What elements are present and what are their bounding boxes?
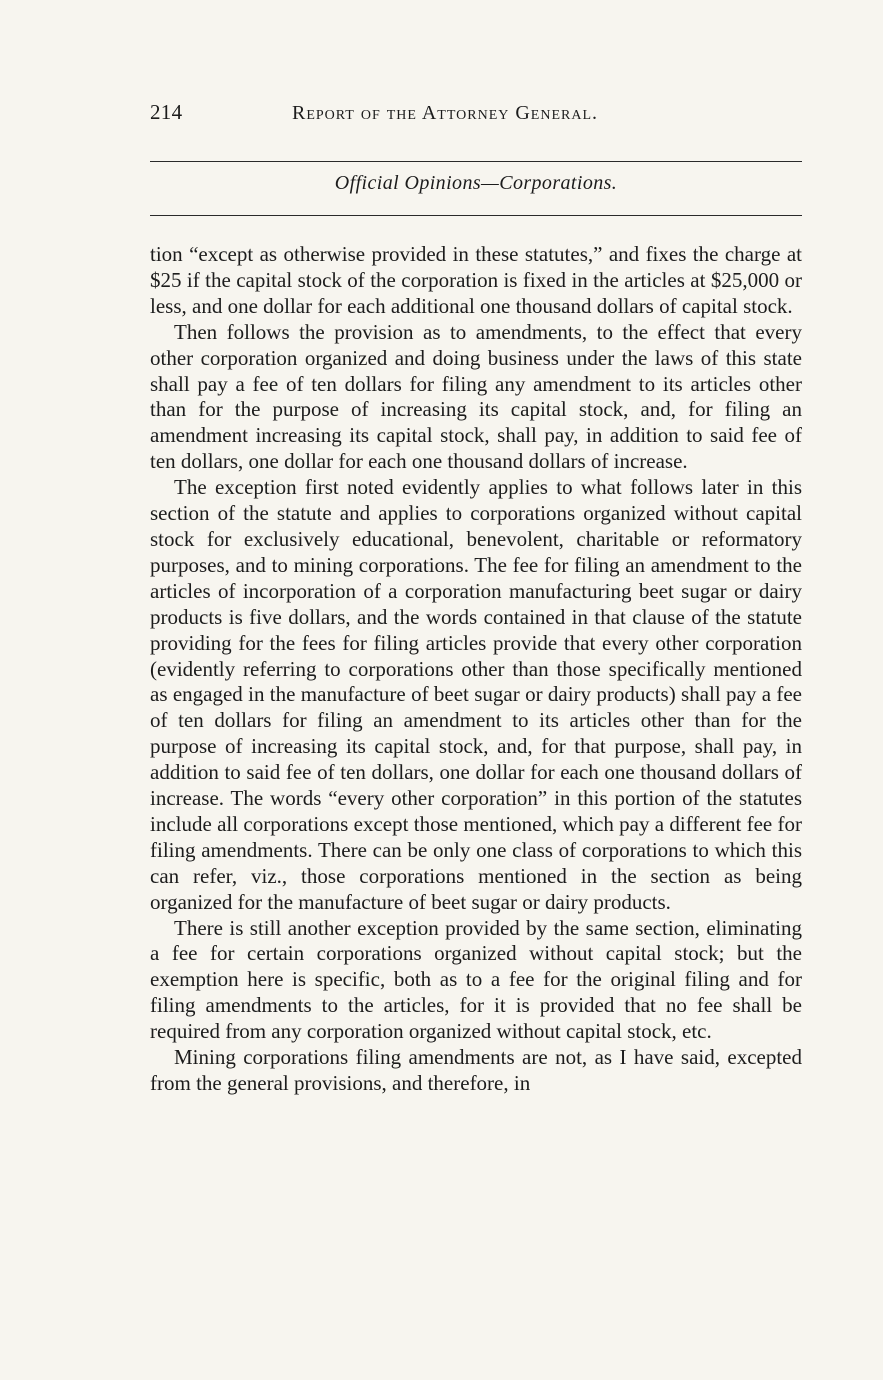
page-number: 214 xyxy=(150,100,183,124)
running-head xyxy=(150,100,802,132)
paragraph-continued: tion “except as otherwise provided in these statutes,” and fixes the charge at $25 if the capital stock of the corporation is fixed in the articles at $25,000 or less, and one dollar for each additional one thousand dollars of capital stock. xyxy=(150,242,802,318)
paragraph-another-exception: There is still another exception provided by the same section, eliminating a fee for certain corporations organized without capital stock; but the exemption here is specific, both as to a fee for the original filing and for filing amendments to the articles, for it is provided that no fee shall be required from any corporation organized without capital stock, etc. xyxy=(150,915,802,1044)
header-rule-top xyxy=(150,161,802,162)
running-title: Report of the Attorney General. xyxy=(292,102,599,124)
body-text xyxy=(150,242,802,1097)
paragraph-amendments: Then follows the provision as to amendments, to the effect that every other corporation organized and doing business under the laws of this state shall pay a fee of ten dollars for filing any amendment to its articles other than for the purpose of increasing its capital stock, and, for filing an amendment increasing its capital stock, shall pay, in addition to said fee of ten dollars, one dollar for each one thousand dollars of increase. xyxy=(150,319,802,474)
section-heading: Official Opinions—Corporations. xyxy=(334,172,618,194)
paragraph-mining-corporations: Mining corporations filing amendments are not, as I have said, excepted from the general provisions, and therefore, in xyxy=(150,1045,802,1095)
header-rule-bottom xyxy=(150,215,802,216)
paragraph-exception: The exception first noted evidently applies to what follows later in this section of the statute and applies to corporations organized without capital stock for exclusively educational, benevolent, charitable or reformatory purposes, and to mining corporations. The fee for filing an amendment to the articles of incorporation of a corporation manufacturing beet sugar or dairy products is five dollars, and the words contained in that clause of the statute providing for the fees for filing articles provide that every other corporation (evidently referring to corporations other than those specifically mentioned as engaged in the manufacture of beet sugar or dairy products) shall pay a fee of ten dollars for filing an amendment to its articles other than for the purpose of increasing its capital stock, and, for that purpose, shall pay, in addition to said fee of ten dollars, one dollar for each one thousand dollars of increase. The words “every other corporation” in this portion of the statutes include all corporations except those mentioned, which pay a different fee for filing amendments. There can be only one class of corporations to which this can refer, viz., those corporations mentioned in the section as being organized for the manufacture of beet sugar or dairy products. xyxy=(150,475,802,914)
